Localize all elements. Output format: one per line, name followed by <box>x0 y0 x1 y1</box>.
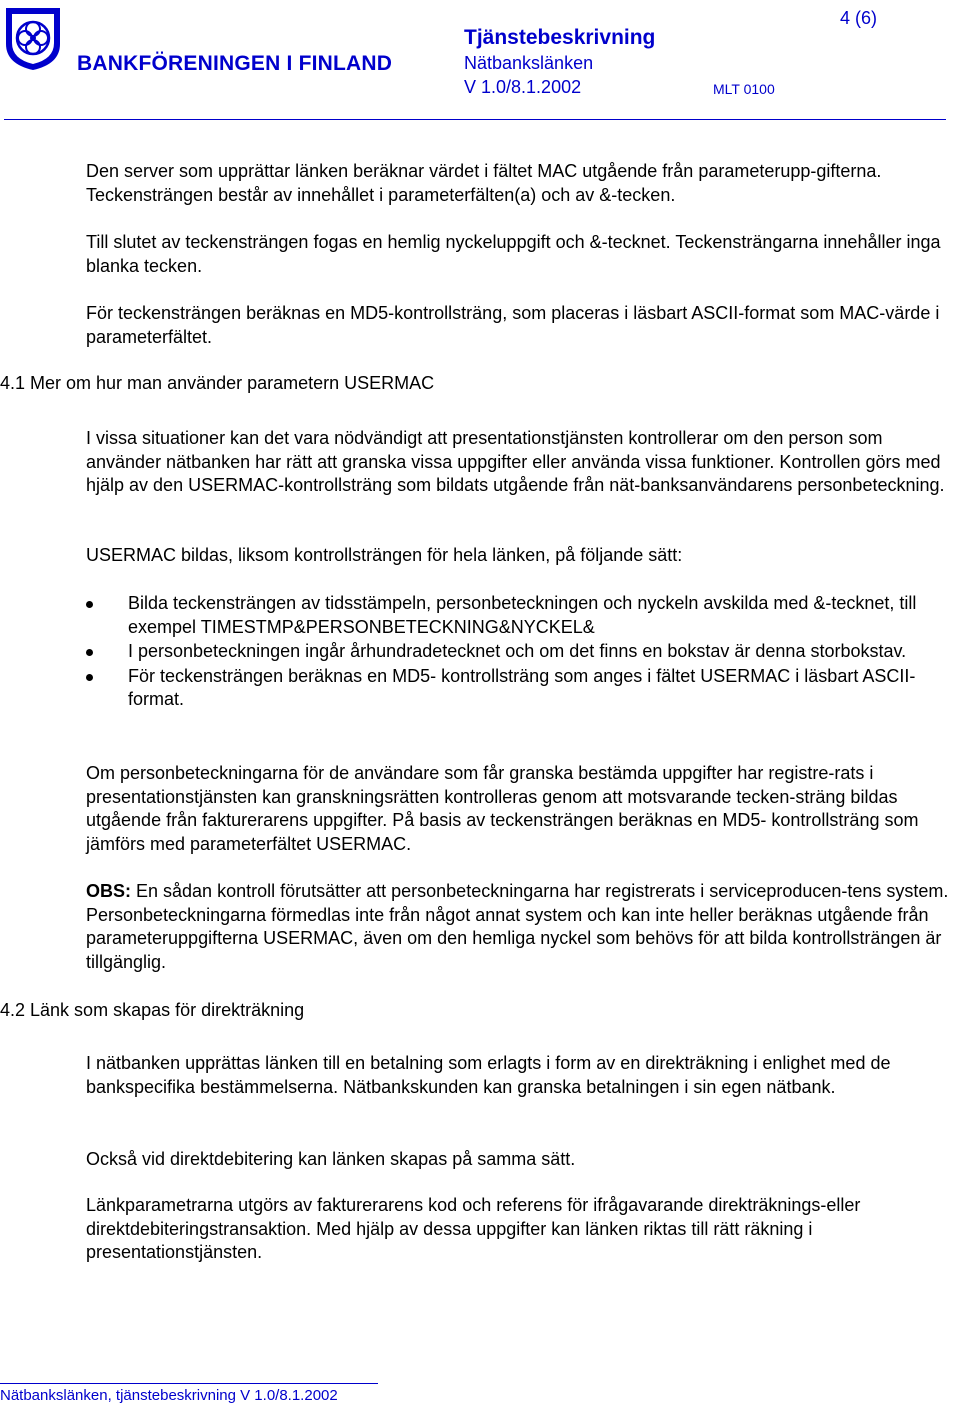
paragraph-usermac-purpose: I vissa situationer kan det vara nödvändigt att presentationstjänsten kontrollerar om den person som använder nätbanken har rätt att granska vissa uppgifter eller använda vissa funktioner. Kontrollen görs med hjälp av den USERMAC-kontrollsträng som bildats utgående från nät-banksanvändarens personbeteckning. <box>86 428 945 495</box>
organization-name: BANKFÖRENINGEN I FINLAND <box>77 52 393 75</box>
list-item <box>86 640 960 664</box>
bullet-icon <box>86 674 93 681</box>
paragraph-md5-mac: För teckensträngen beräknas en MD5-kontrollsträng, som placeras i läsbart ASCII-format som MAC-värde i parameterfältet. <box>86 303 940 347</box>
document-subtitle: Nätbankslänken <box>464 53 594 73</box>
obs-label: OBS: <box>86 881 131 901</box>
section-heading-4-2: 4.2 Länk som skapas för direkträkning <box>0 1000 305 1020</box>
header-divider <box>4 119 946 120</box>
list-item-text: I personbeteckningen ingår århundradetecknet och om det finns en bokstav är denna storbokstav. <box>128 641 907 661</box>
paragraph-mac-calculation: Den server som upprättar länken beräknar värdet i fältet MAC utgående från parameterupp-gifterna. Teckensträngen består av innehållet i parameterfälten(a) och av &-tecken. <box>86 161 882 205</box>
list-item <box>86 665 960 712</box>
paragraph-secret-key: Till slutet av teckensträngen fogas en hemlig nyckeluppgift och &-tecknet. Teckensträngarna innehåller inga blanka tecken. <box>86 232 941 276</box>
footer-text: Nätbankslänken, tjänstebeskrivning V 1.0/8.1.2002 <box>0 1387 338 1404</box>
bullet-icon <box>86 601 93 608</box>
paragraph-link-parameters: Länkparametrarna utgörs av fakturerarens kod och referens för ifrågavarande direkträknings-eller direktdebiteringstransaktion. Med hjälp av dessa uppgifter kan länken riktas till rätt räkning i presentationstjänsten. <box>86 1195 861 1262</box>
list-item <box>86 592 960 639</box>
document-title: Tjänstebeskrivning <box>464 26 656 49</box>
section-heading-4-1: 4.1 Mer om hur man använder parametern USERMAC <box>0 373 435 393</box>
list-item-text: Bilda teckensträngen av tidsstämpeln, personbeteckningen och nyckeln avskilda med &-tecknet, till exempel TIMESTMP&PERSONBETECKNING&NYCKEL& <box>128 593 917 637</box>
bullet-icon <box>86 649 93 656</box>
list-item-text: För teckensträngen beräknas en MD5- kontrollsträng som anges i fältet USERMAC i läsbart ASCII-format. <box>128 665 916 709</box>
paragraph-usermac-formed: USERMAC bildas, liksom kontrollsträngen för hela länken, på följande sätt: <box>86 545 683 565</box>
paragraph-direct-invoice: I nätbanken upprättas länken till en betalning som erlagts i form av en direkträkning i enlighet med de bankspecifika bestämmelserna. Nätbankskunden kan granska betalningen i sin egen nätbank. <box>86 1053 891 1097</box>
paragraph-obs-note <box>86 880 960 974</box>
document-version: V 1.0/8.1.2002 <box>464 77 582 97</box>
page-number: 4 (6) <box>840 8 878 28</box>
usermac-steps-list <box>86 592 960 713</box>
document-code: MLT 0100 <box>713 81 775 97</box>
bank-association-logo <box>4 4 62 72</box>
paragraph-registered-ids: Om personbeteckningarna för de användare som får granska bestämda uppgifter har registre-rats i presentationstjänsten kan granskningsrätten kontrolleras genom att motsvarande tecken-sträng bildas utgående från fakturerarens uppgifter. På basis av teckensträngen beräknas en MD5- kontrollsträng som jämförs med parameterfältet USERMAC. <box>86 763 919 854</box>
obs-text: En sådan kontroll förutsätter att personbeteckningarna har registrerats i serviceproducen-tens system. Personbeteckningarna förmedlas inte från något annat system och kan inte heller beräknas utgående från parameteruppgifterna USERMAC, även om den hemliga nyckel som behövs för att bilda kontrollsträngen är tillgänglig. <box>86 881 949 972</box>
paragraph-direct-debit: Också vid direktdebitering kan länken skapas på samma sätt. <box>86 1149 576 1169</box>
footer-divider <box>0 1383 378 1384</box>
